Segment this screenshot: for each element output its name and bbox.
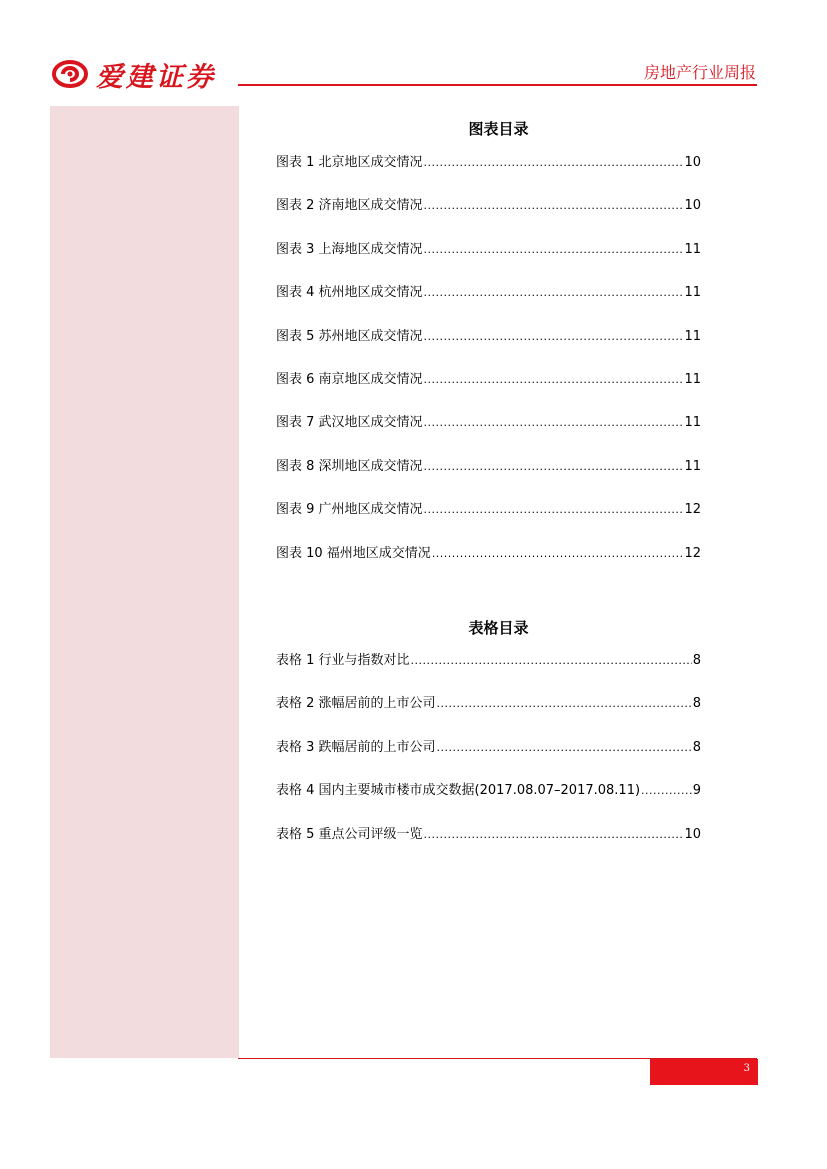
figure-toc-entry[interactable] <box>276 368 701 386</box>
table-toc-entry[interactable] <box>276 736 701 754</box>
figure-toc-entry[interactable] <box>276 542 701 560</box>
toc-dot-leader <box>424 416 684 429</box>
brand-logo <box>52 58 216 93</box>
toc-entry-page: 11 <box>684 241 701 257</box>
toc-entry-label: 表格 3 跌幅居前的上市公司 <box>276 739 436 755</box>
toc-entry-label: 图表 1 北京地区成交情况 <box>276 155 423 170</box>
toc-entry-page: 10 <box>684 155 701 170</box>
toc-entry-label: 图表 4 杭州地区成交情况 <box>276 285 423 301</box>
figure-toc-entry[interactable] <box>276 281 701 299</box>
toc-entry-page: 11 <box>684 415 701 431</box>
toc-entry-page: 11 <box>684 458 701 474</box>
toc-entry-label: 图表 9 广州地区成交情况 <box>276 502 423 518</box>
toc-dot-leader <box>432 547 684 560</box>
table-toc-entry[interactable] <box>276 692 701 710</box>
toc-dot-leader <box>424 373 684 386</box>
figure-toc-entry[interactable] <box>276 238 701 256</box>
tables-toc-title: 表格目录 <box>468 619 529 637</box>
toc-dot-leader <box>424 199 684 212</box>
page-number: 3 <box>650 1059 758 1085</box>
toc-dot-leader <box>424 286 684 299</box>
figure-toc-entry[interactable] <box>276 498 701 516</box>
toc-entry-page: 11 <box>684 328 701 344</box>
toc-entry-label: 图表 2 济南地区成交情况 <box>276 198 423 214</box>
toc-entry-label: 表格 2 涨幅居前的上市公司 <box>276 696 436 712</box>
toc-dot-leader <box>424 330 684 343</box>
toc-entry-page: 8 <box>692 696 701 712</box>
toc-entry-page: 8 <box>692 739 701 755</box>
figures-toc-title: 图表目录 <box>468 120 529 138</box>
toc-entry-page: 9 <box>692 783 701 799</box>
toc-dot-leader <box>424 503 684 516</box>
table-toc-entry[interactable] <box>276 779 701 797</box>
toc-entry-page: 11 <box>684 285 701 301</box>
toc-entry-label: 图表 8 深圳地区成交情况 <box>276 458 423 474</box>
toc-entry-label: 图表 6 南京地区成交情况 <box>276 372 423 387</box>
toc-dot-leader <box>424 243 684 256</box>
toc-entry-page: 10 <box>684 826 701 842</box>
toc-dot-leader <box>641 784 692 797</box>
toc-dot-leader <box>424 828 684 841</box>
figure-toc-entry[interactable] <box>276 325 701 343</box>
figure-toc-entry[interactable] <box>276 151 701 169</box>
report-type-title: 房地产行业周报 <box>643 63 756 82</box>
table-toc-entry[interactable] <box>276 823 701 841</box>
toc-dot-leader <box>437 697 692 710</box>
left-sidebar-panel <box>50 106 239 1058</box>
toc-dot-leader <box>411 654 692 667</box>
header-divider <box>238 84 757 86</box>
toc-entry-label: 表格 1 行业与指数对比 <box>276 653 410 668</box>
figure-toc-entry[interactable] <box>276 194 701 212</box>
toc-dot-leader <box>437 741 692 754</box>
toc-entry-page: 12 <box>684 545 701 561</box>
spiral-logo-icon <box>52 59 88 89</box>
toc-entry-label: 表格 5 重点公司评级一览 <box>276 826 423 842</box>
toc-dot-leader <box>424 156 684 169</box>
toc-entry-label: 图表 3 上海地区成交情况 <box>276 241 423 257</box>
figure-toc-entry[interactable] <box>276 455 701 473</box>
toc-entry-page: 12 <box>684 502 701 518</box>
toc-entry-label: 表格 4 国内主要城市楼市成交数据(2017.08.07–2017.08.11) <box>276 783 641 799</box>
brand-name: 爱建证券 <box>96 61 216 93</box>
toc-entry-label: 图表 5 苏州地区成交情况 <box>276 328 423 344</box>
toc-entry-page: 11 <box>684 372 701 387</box>
toc-entry-label: 图表 10 福州地区成交情况 <box>276 545 431 561</box>
toc-entry-page: 8 <box>692 653 701 668</box>
toc-entry-label: 图表 7 武汉地区成交情况 <box>276 415 423 431</box>
figure-toc-entry[interactable] <box>276 411 701 429</box>
table-toc-entry[interactable] <box>276 649 701 667</box>
toc-entry-page: 10 <box>684 198 701 214</box>
toc-dot-leader <box>424 460 684 473</box>
